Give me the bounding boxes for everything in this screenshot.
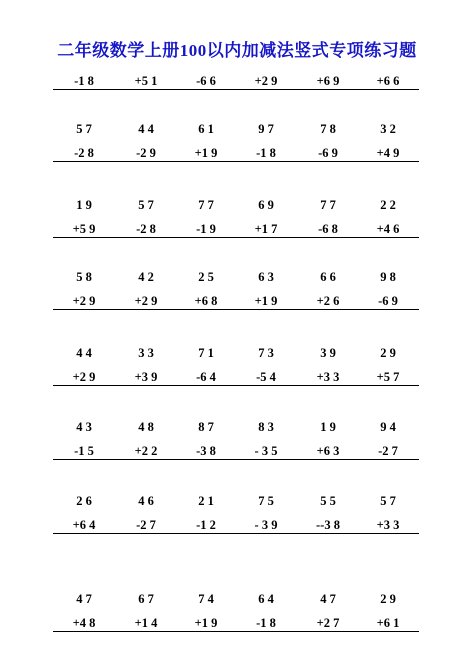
problem-operand: - 3 9 [235,518,297,534]
problem-operand: +6 1 [357,616,419,632]
problem-top-number: 5 5 [320,494,336,508]
problem-operand: -5 4 [235,370,297,386]
problem-operand: +2 2 [115,444,177,460]
problem-top-number: 1 9 [320,420,336,434]
problem-operand: +5 7 [357,370,419,386]
problem-top-number: 4 7 [76,592,92,606]
problem-operand: +1 7 [235,222,297,238]
problem-top-number: 7 1 [198,346,214,360]
problem-top-number: 8 7 [198,420,214,434]
problem-top-number: 7 7 [320,198,336,212]
problem-operand: +4 9 [357,146,419,162]
problem-top-number: 3 2 [380,122,396,136]
problem-top-number: 6 7 [138,592,154,606]
problem-operand: -1 8 [235,146,297,162]
problem-operand: -2 8 [53,146,115,162]
problem-operand: -6 9 [297,146,359,162]
problem-operand: +1 9 [235,294,297,310]
problem-operand: +2 9 [53,370,115,386]
problem-operand: +3 9 [115,370,177,386]
problem-top-number: 9 8 [380,270,396,284]
problem-top-number: 2 2 [380,198,396,212]
problem-operand: -2 7 [115,518,177,534]
problem-top-number: 6 9 [258,198,274,212]
problem-operand: -6 6 [175,74,237,90]
problem-operand: +2 6 [297,294,359,310]
problem-operand: +6 3 [297,444,359,460]
problem-top-number: 6 6 [320,270,336,284]
problem-operand: -1 2 [175,518,237,534]
problem-top-number: 2 9 [380,592,396,606]
problem-top-number: 6 1 [198,122,214,136]
problem-operand: +5 1 [115,74,177,90]
problem-top-number: 3 9 [320,346,336,360]
problem-operand: -1 9 [175,222,237,238]
problem-operand: +4 8 [53,616,115,632]
problem-top-number: 7 3 [258,346,274,360]
problem-operand: -6 4 [175,370,237,386]
problem-top-number: 7 8 [320,122,336,136]
problem-operand: +1 9 [175,616,237,632]
problem-operand: +6 4 [53,518,115,534]
problem-top-number: 4 2 [138,270,154,284]
problem-operand: --3 8 [297,518,359,534]
problem-operand: - 3 5 [235,444,297,460]
problem-operand: +6 8 [175,294,237,310]
problem-operand: -2 7 [357,444,419,460]
problem-operand: +6 6 [357,74,419,90]
problem-top-number: 6 3 [258,270,274,284]
problem-top-number: 5 7 [76,122,92,136]
problem-operand: -2 9 [115,146,177,162]
problem-operand: +3 3 [297,370,359,386]
problem-top-number: 4 3 [76,420,92,434]
problem-operand: +2 9 [115,294,177,310]
problem-operand: -1 8 [53,74,115,90]
problem-top-number: 2 1 [198,494,214,508]
problem-top-number: 4 8 [138,420,154,434]
problem-top-number: 7 7 [198,198,214,212]
problem-top-number: 2 6 [76,494,92,508]
page-title: 二年级数学上册100以内加减法竖式专项练习题 [57,41,417,60]
problem-operand: +1 4 [115,616,177,632]
problem-operand: +2 9 [235,74,297,90]
problem-top-number: 2 9 [380,346,396,360]
problem-operand: -1 8 [235,616,297,632]
problem-top-number: 4 4 [138,122,154,136]
problem-top-number: 1 9 [76,198,92,212]
problem-operand: +4 6 [357,222,419,238]
problem-operand: +1 9 [175,146,237,162]
problem-operand: -1 5 [53,444,115,460]
problem-top-number: 6 4 [258,592,274,606]
problem-operand: -6 9 [357,294,419,310]
problem-operand: +6 9 [297,74,359,90]
problem-operand: +3 3 [357,518,419,534]
problem-top-number: 9 4 [380,420,396,434]
problem-top-number: 5 8 [76,270,92,284]
problem-top-number: 5 7 [380,494,396,508]
problem-operand: +2 7 [297,616,359,632]
problem-top-number: 3 3 [138,346,154,360]
problem-top-number: 9 7 [258,122,274,136]
problem-top-number: 5 7 [138,198,154,212]
problem-operand: +5 9 [53,222,115,238]
problem-operand: +2 9 [53,294,115,310]
problem-top-number: 8 3 [258,420,274,434]
problem-top-number: 2 5 [198,270,214,284]
problem-operand: -3 8 [175,444,237,460]
problem-operand: -2 8 [115,222,177,238]
problem-top-number: 4 4 [76,346,92,360]
problem-top-number: 7 5 [258,494,274,508]
problem-operand: -6 8 [297,222,359,238]
problem-top-number: 7 4 [198,592,214,606]
problem-top-number: 4 6 [138,494,154,508]
problem-top-number: 4 7 [320,592,336,606]
